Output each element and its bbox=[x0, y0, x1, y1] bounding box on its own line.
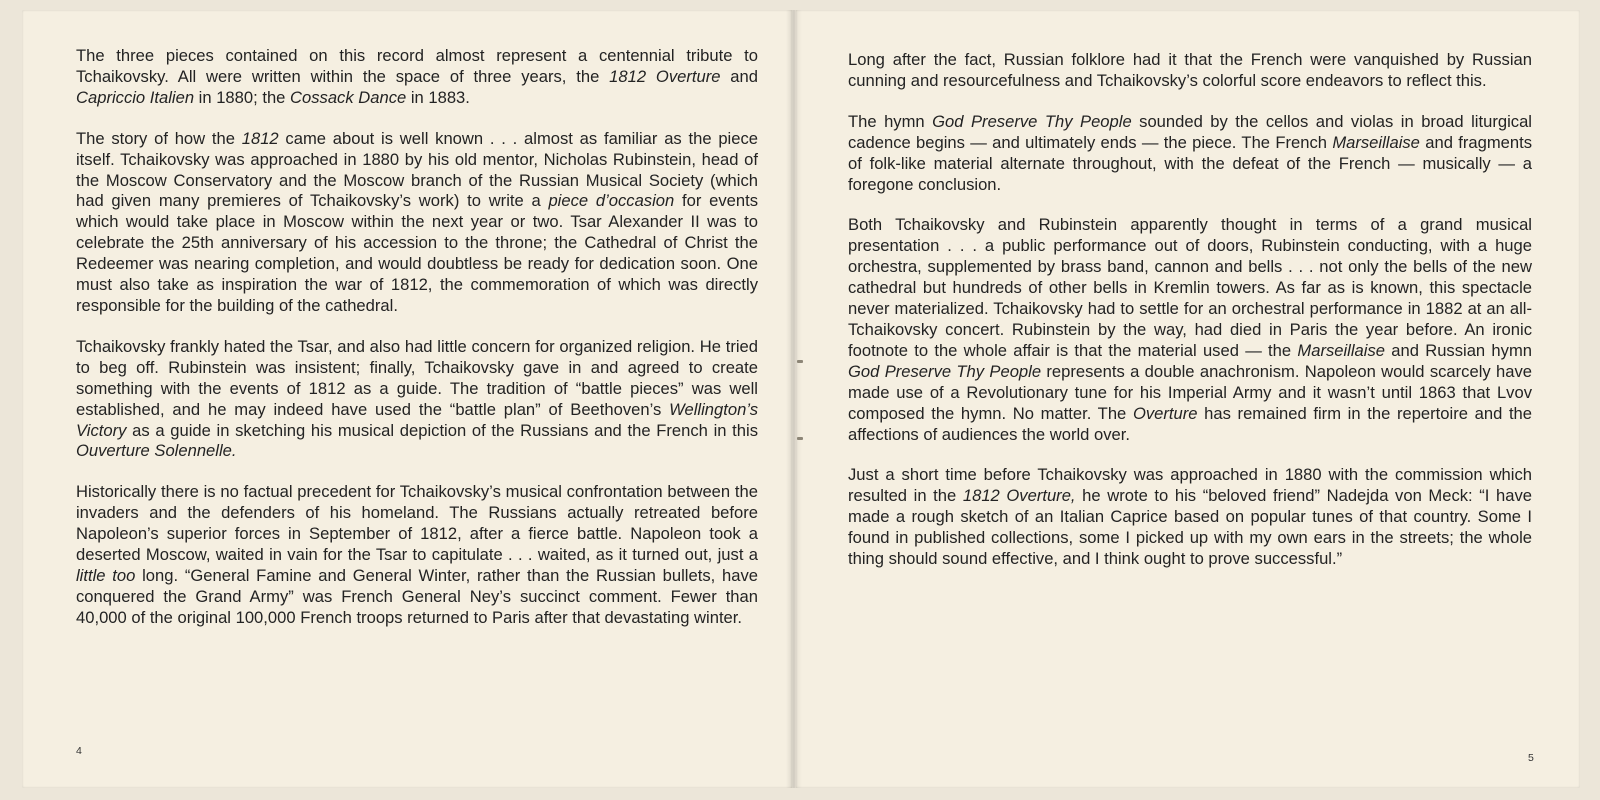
text-run: he wrote to his “beloved friend” Nadejda von Meck: “I have made a rough sketch of an Italian Caprice based on popular tunes of that country. Some I found in published collections, some I picked up with my own ears in the streets; the whole thing should sound effective, and I think ought to prove successful.” bbox=[848, 486, 1533, 569]
text-run: came about is well known . . . almost as familiar as the piece itself. Tchaikovsky was approached in 1880 by his old mentor, Nicholas Rubinstein, head of the Moscow Conservatory and the Moscow branch of the Russian Musical Society (which had given many premieres of Tchaikovsky’s work) to write a bbox=[76, 128, 758, 211]
staple-top bbox=[797, 360, 803, 363]
paragraph bbox=[76, 337, 758, 462]
text-run: and Russian hymn bbox=[1385, 340, 1533, 360]
italic-text: Cossack Dance bbox=[290, 87, 407, 107]
text-run: represents a double anachronism. Napoleon would scarcely have made use of a Revolutionary tune for his Imperial Army and it wasn’t until 1863 that Lvov composed the hymn. No matter. The bbox=[848, 361, 1532, 423]
text-run: The three pieces contained on this record almost represent a centennial tribute to Tchaikovsky. All were written within the space of three years, the bbox=[76, 46, 758, 86]
right-text-column bbox=[848, 50, 1532, 570]
italic-text: Wellington’s Victory bbox=[76, 399, 758, 440]
text-run: long. “General Famine and General Winter, rather than the Russian bullets, have conquered the Grand Army” was French General Ney’s succinct comment. Fewer than 40,000 of the original 100,000 French troops returned to Paris after that devastating winter. bbox=[76, 565, 758, 627]
italic-text: Capriccio Italien bbox=[76, 87, 195, 107]
text-run: has remained firm in the repertoire and the affections of audiences the world over. bbox=[848, 403, 1533, 444]
text-run: sounded by the cellos and violas in broad liturgical cadence begins — and ultimately ends — the piece. The French bbox=[848, 111, 1532, 152]
italic-text: 1812 bbox=[241, 128, 279, 148]
text-run: as a guide in sketching his musical depiction of the Russians and the French in this bbox=[126, 420, 758, 440]
text-run: Long after the fact, Russian folklore had it that the French were vanquished by Russian cunning and resourcefulness and Tchaikovsky’s colorful score endeavors to reflect this. bbox=[848, 50, 1532, 90]
paragraph bbox=[848, 215, 1532, 445]
italic-text: Marseillaise bbox=[1297, 340, 1385, 360]
paragraph bbox=[848, 112, 1532, 196]
text-run: Tchaikovsky frankly hated the Tsar, and also had little concern for organized religion. He tried to beg off. Rubinstein was insistent; finally, Tchaikovsky gave in and agreed to create something with the events of 1812 as a guide. The tradition of “battle pieces” was well established, and he may indeed have used the “battle plan” of Beethoven’s bbox=[76, 336, 758, 419]
text-run: The hymn bbox=[848, 111, 933, 131]
paragraph bbox=[848, 50, 1532, 92]
italic-text: little too bbox=[76, 565, 136, 585]
italic-text: 1812 Overture, bbox=[962, 486, 1076, 506]
paragraph bbox=[848, 465, 1532, 570]
text-run: and fragments of folk-like material alternate throughout, with the defeat of the French — musically — a foregone conclusion. bbox=[848, 132, 1533, 194]
page-number-left: 4 bbox=[76, 745, 82, 757]
page-number-right: 5 bbox=[1528, 752, 1534, 764]
paragraph bbox=[76, 46, 758, 109]
left-text-column bbox=[76, 46, 758, 629]
italic-text: Marseillaise bbox=[1332, 132, 1420, 152]
paragraph bbox=[76, 129, 758, 317]
italic-text: Overture bbox=[1132, 403, 1198, 423]
staple-bottom bbox=[797, 437, 803, 440]
text-run: for events which would take place in Moscow within the next year or two. Tsar Alexander II was to celebrate the 25th anniversary of his accession to the throne; the Cathedral of Christ the Redeemer was nearing completion, and would doubtless be ready for dedication soon. One must also take as inspiration the war of 1812, the commemoration of which was directly responsible for the building of the cathedral. bbox=[76, 191, 758, 315]
italic-text: Ouverture Solennelle. bbox=[76, 441, 237, 461]
text-run: Historically there is no factual precedent for Tchaikovsky’s musical confrontation between the invaders and the defenders of his homeland. The Russians actually retreated before Napoleon’s superior forces in September of 1812, after a fierce battle. Napoleon took a deserted Moscow, waited in vain for the Tsar to capitulate . . . waited, as it turned out, just a bbox=[76, 482, 758, 565]
paragraph bbox=[76, 482, 758, 628]
center-fold bbox=[786, 10, 802, 788]
italic-text: God Preserve Thy People bbox=[848, 361, 1042, 381]
text-run: in 1880; the bbox=[194, 87, 291, 107]
text-run: Just a short time before Tchaikovsky was approached in 1880 with the commission which resulted in the bbox=[848, 465, 1532, 506]
italic-text: 1812 Overture bbox=[609, 66, 721, 86]
italic-text: God Preserve Thy People bbox=[932, 111, 1132, 131]
text-run: The story of how the bbox=[76, 128, 242, 148]
text-run: in 1883. bbox=[406, 87, 470, 107]
italic-text: piece d’occasion bbox=[548, 191, 675, 211]
text-run: and bbox=[720, 66, 758, 86]
text-run: Both Tchaikovsky and Rubinstein apparently thought in terms of a grand musical presentation . . . a public performance out of doors, Rubinstein conducting, with a huge orchestra, supplemented by brass band, cannon and bells . . . not only the bells of the new cathedral but hundreds of other bells in Kremlin towers. As far as is known, this spectacle never materialized. Tchaikovsky had to settle for an orchestral performance in 1882 at an all-Tchaikovsky concert. Rubinstein by the way, had died in Paris the year before. An ironic footnote to the whole affair is that the material used — the bbox=[848, 215, 1532, 360]
